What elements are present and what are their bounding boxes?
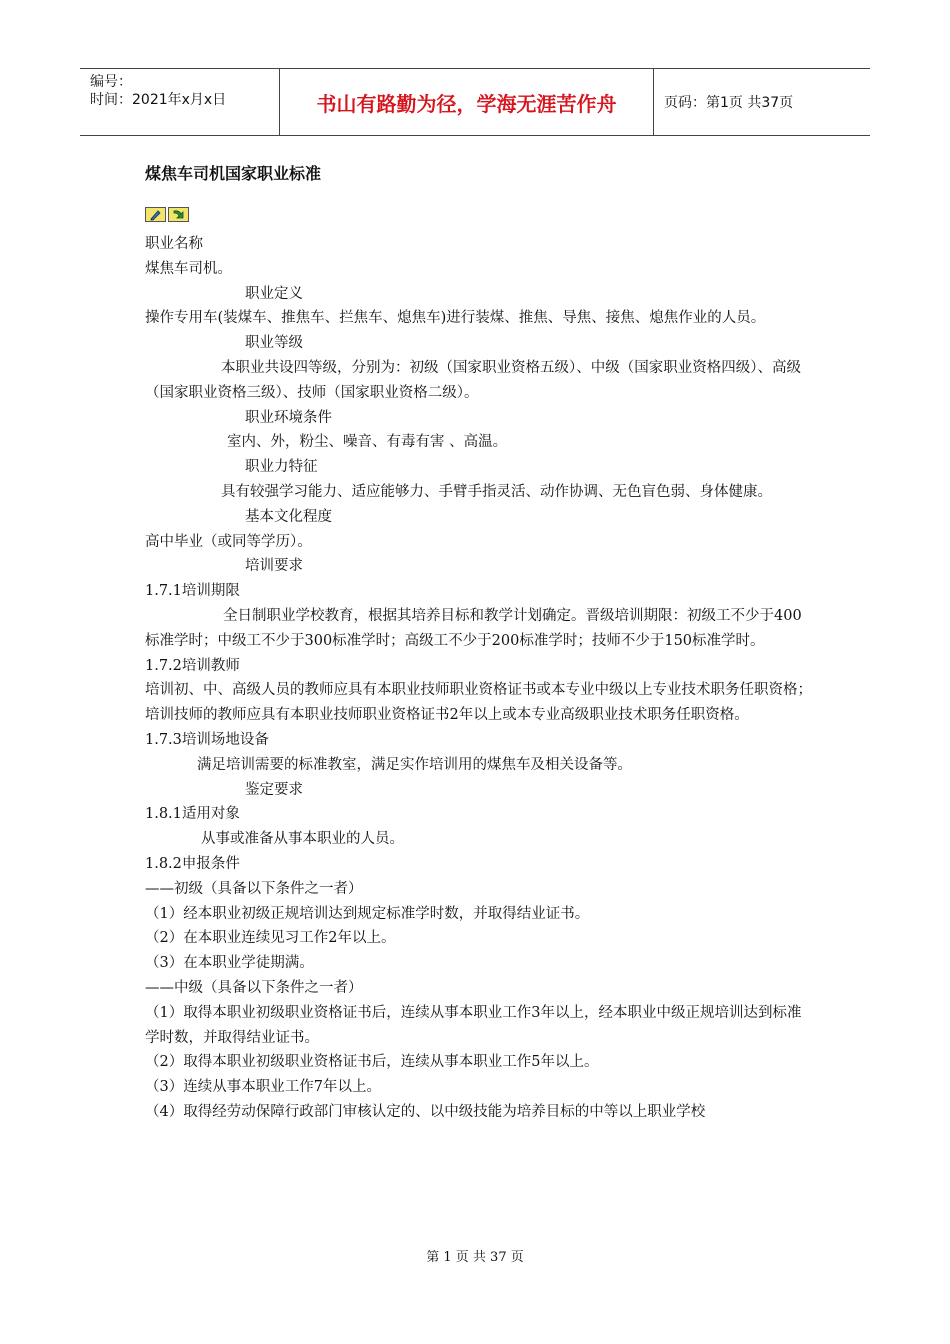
paragraph: （3）在本职业学徒期满。: [145, 955, 314, 972]
paragraph: 本职业共设四等级，分别为：初级（国家职业资格五级）、中级（国家职业资格四级）、高级（国家职业资格三级）、技师（国家职业资格二级）。: [145, 359, 801, 401]
document-body: [145, 232, 815, 1125]
paragraph: 从事或准备从事本职业的人员。: [201, 831, 404, 848]
edit-icon[interactable]: [145, 207, 166, 222]
paragraph: 满足培训需要的标准教室，满足实作培训用的煤焦车及相关设备等。: [197, 756, 632, 773]
section-heading: 职业力特征: [245, 459, 318, 476]
code-label: 编号：: [90, 74, 132, 90]
paragraph: （2）取得本职业初级职业资格证书后，连续从事本职业工作5年以上。: [145, 1054, 599, 1071]
paragraph: 全日制职业学校教育，根据其培养目标和教学计划确定。晋级培训期限：初级工不少于400标准学时；中级工不少于300标准学时；高级工不少于200标准学时；技师不少于150标准学时。: [145, 607, 802, 649]
paragraph: 室内、外，粉尘、噪音、有毒有害 、高温。: [227, 434, 508, 451]
header-meta: [80, 69, 280, 135]
section-heading: 职业定义: [245, 285, 303, 302]
go-icon[interactable]: [168, 207, 189, 222]
toolbar-icons: [145, 207, 191, 224]
paragraph: ——初级（具备以下条件之一者）: [145, 880, 363, 897]
header-motto: 书山有路勤为径，学海无涯苦作舟: [280, 69, 654, 135]
paragraph: ——中级（具备以下条件之一者）: [145, 979, 363, 996]
paragraph: 1.8.2申报条件: [145, 855, 240, 872]
section-heading: 职业环境条件: [245, 409, 332, 426]
section-heading: 基本文化程度: [245, 508, 332, 525]
paragraph: 培训初、中、高级人员的教师应具有本职业技师职业资格证书或本专业中级以上专业技术职务任职资格；培训技师的教师应具有本职业技师职业资格证书2年以上或本专业高级职业技术职务任职资格。: [145, 682, 812, 724]
paragraph: （3）连续从事本职业工作7年以上。: [145, 1079, 381, 1096]
paragraph: （4）取得经劳动保障行政部门审核认定的、以中级技能为培养目标的中等以上职业学校: [145, 1103, 706, 1120]
paragraph: （1）经本职业初级正规培训达到规定标准学时数，并取得结业证书。: [145, 905, 590, 922]
paragraph: 1.8.1适用对象: [145, 806, 240, 823]
page-header: [80, 68, 870, 136]
paragraph: （2）在本职业连续见习工作2年以上。: [145, 930, 396, 947]
paragraph: 高中毕业（或同等学历）。: [145, 533, 312, 550]
paragraph: （1）取得本职业初级职业资格证书后，连续从事本职业工作3年以上，经本职业中级正规培训达到标准学时数，并取得结业证书。: [145, 1004, 802, 1046]
page-footer: 第 1 页 共 37 页: [426, 1250, 524, 1265]
section-heading: 鉴定要求: [245, 781, 303, 798]
section-heading: 培训要求: [245, 558, 303, 575]
paragraph: 职业名称: [145, 236, 203, 252]
document-title: 煤焦车司机国家职业标准: [145, 164, 322, 183]
header-page-info: 页码：第1页 共37页: [664, 95, 794, 111]
paragraph: 煤焦车司机。: [145, 260, 232, 277]
date-text: 时间：2021年x月x日: [90, 92, 227, 108]
paragraph: 1.7.2培训教师: [145, 657, 240, 674]
paragraph: 具有较强学习能力、适应能够力、手臂手指灵活、动作协调、无色盲色弱、身体健康。: [221, 483, 772, 500]
paragraph: 操作专用车(装煤车、推焦车、拦焦车、熄焦车)进行装煤、推焦、导焦、接焦、熄焦作业的人员。: [145, 310, 766, 327]
paragraph: 1.7.1培训期限: [145, 583, 240, 600]
section-heading: 职业等级: [245, 335, 303, 352]
paragraph: 1.7.3培训场地设备: [145, 731, 269, 748]
